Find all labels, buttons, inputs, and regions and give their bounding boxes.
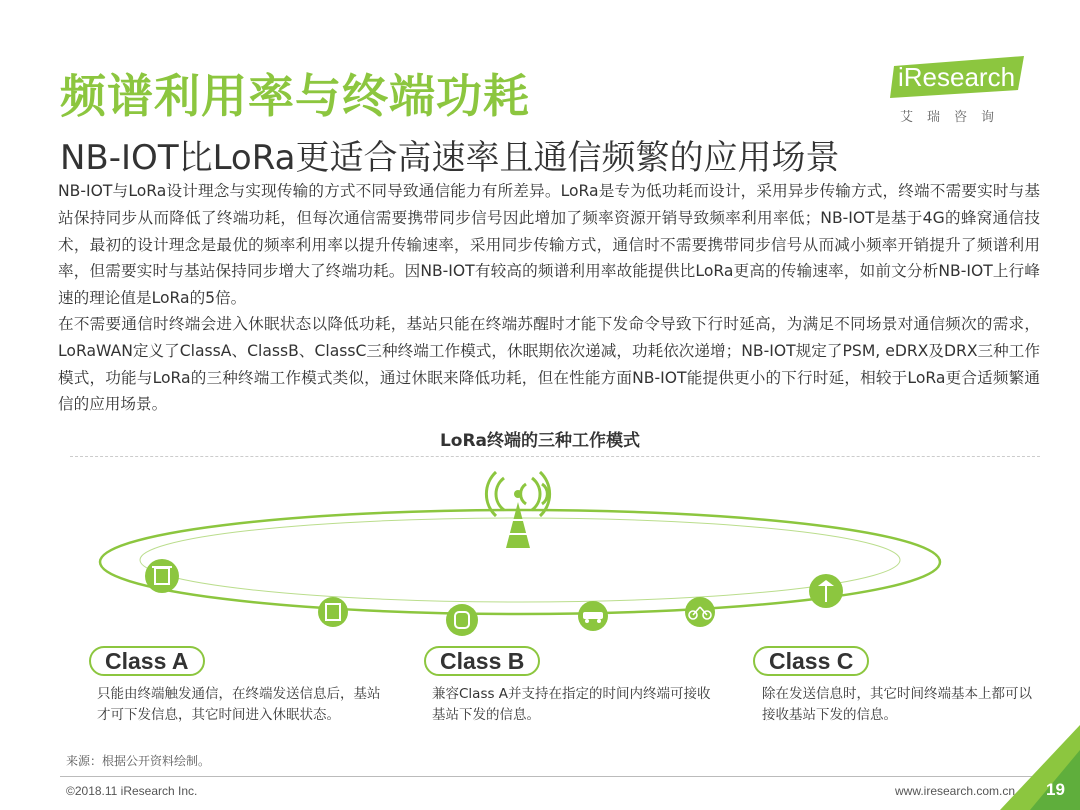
class-a-label: Class A	[89, 646, 205, 676]
lora-mode-diagram	[0, 460, 1080, 660]
smartwatch-icon	[446, 604, 478, 636]
car-icon	[578, 601, 608, 631]
bicycle-icon	[685, 597, 715, 627]
class-a-description: 只能由终端触发通信，在终端发送信息后，基站才可下发信息，其它时间进入休眠状态。	[97, 686, 381, 723]
paragraph-1: NB-IOT与LoRa设计理念与实现传输的方式不同导致通信能力有所差异。LoRa是专为低功耗而设计，采用异步传输方式，终端不需要实时与基站保持同步从而降低了终端功耗，但每次通信需要携带同步信号因此增加了频率资源开销导致频率利用率低；NB-IOT是基于4G的蜂窝通信技术，最初的设计理念是最优的频率利用率以提升传输速率，采用同步传输方式，通信时不需要携带同步信号从而减小频率开销提升了频谱利用率，但需要实时与基站保持同步增大了终端功耗。因NB-IOT有较高的频谱利用率故能提供比LoRa更高的传输速率，如前文分析NB-IOT上行峰速的理论值是LoRa的5倍。	[58, 182, 1040, 308]
diagram-divider	[70, 456, 1040, 457]
trash-bin-icon	[145, 559, 179, 593]
class-b-label: Class B	[424, 646, 540, 676]
logo-subtitle: 艾瑞咨询	[900, 110, 1009, 125]
class-b-description: 兼容Class A并支持在指定的时间内终端可接收基站下发的信息。	[432, 686, 711, 723]
iresearch-logo	[890, 56, 1030, 126]
logo-wordmark: iResearch	[898, 62, 1016, 92]
slide-title: 频谱利用率与终端功耗	[60, 69, 530, 123]
class-c-label: Class C	[753, 646, 869, 676]
vending-machine-icon	[318, 597, 348, 627]
copyright-text: ©2018.11 iResearch Inc.	[66, 784, 198, 798]
paragraph-2: 在不需要通信时终端会进入休眠状态以降低功耗，基站只能在终端苏醒时才能下发命令导致下行时延高，为满足不同场景对通信频次的需求，LoRaWAN定义了ClassA、ClassB、ClassC三种终端工作模式，休眠期依次递减，功耗依次递增；NB-IOT规定了PSM, eDRX及DRX三种工作模式，功能与LoRa的三种终端工作模式类似，通过休眠来降低功耗，但在性能方面NB-IOT能提供更小的下行时延，相较于LoRa更合适频繁通信的应用场景。	[58, 315, 1040, 414]
website-url: www.iresearch.com.cn	[895, 784, 1016, 798]
diagram-title: LoRa终端的三种工作模式	[439, 431, 641, 451]
source-note: 来源：根据公开资料绘制。	[66, 754, 211, 768]
footer-divider	[60, 776, 1045, 777]
slide-subtitle: NB-IOT比LoRa更适合高速率且通信频繁的应用场景	[60, 138, 840, 178]
class-c-description: 除在发送信息时，其它时间终端基本上都可以接收基站下发的信息。	[762, 686, 1032, 723]
street-lamp-icon	[809, 574, 843, 608]
page-number: 19	[1046, 780, 1065, 799]
page-corner-decoration	[1000, 725, 1080, 810]
